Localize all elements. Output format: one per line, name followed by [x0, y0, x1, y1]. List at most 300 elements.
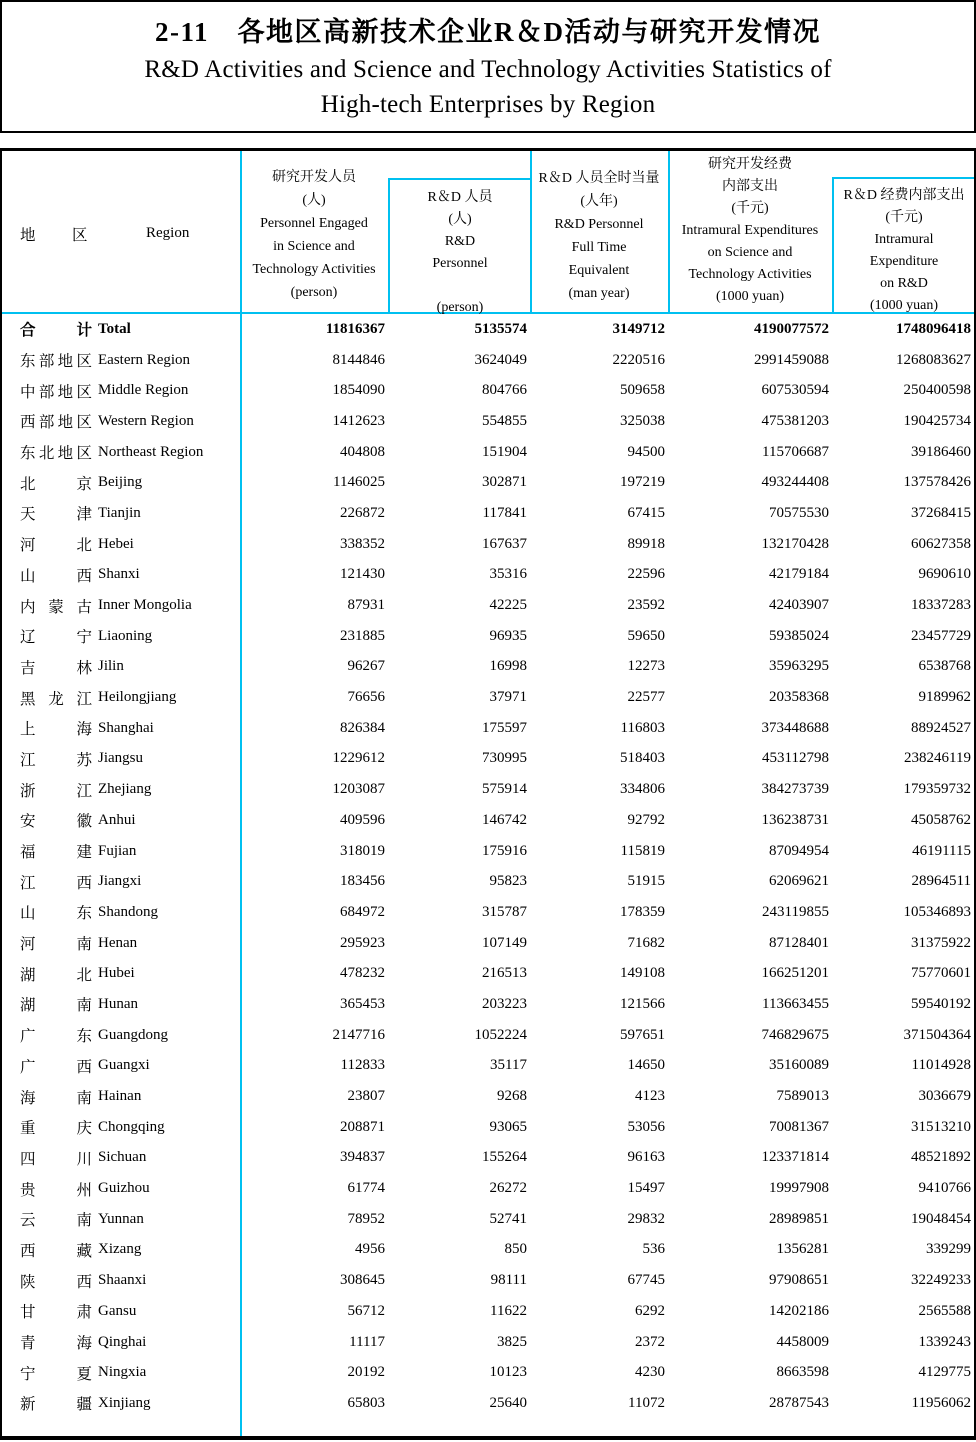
cell-value: 308645 — [340, 1272, 385, 1289]
cell-value: 338352 — [340, 535, 385, 552]
cell-value: 31375922 — [911, 934, 971, 951]
cell-value: 121566 — [620, 995, 665, 1012]
table-row — [2, 1051, 974, 1082]
cell-value: 11956062 — [911, 1394, 971, 1411]
region-name-cn-char: 浙 — [20, 782, 36, 800]
region-name-cn — [20, 928, 92, 959]
header-line: 研究开发人员 — [272, 170, 356, 185]
region-name-cn-char: 新 — [20, 1396, 36, 1414]
cell-value: 1052224 — [474, 1026, 527, 1043]
cell-value: 231885 — [340, 627, 385, 644]
cell-value: 2565588 — [918, 1302, 971, 1319]
cell-value: 243119855 — [762, 903, 829, 920]
cell-value: 136238731 — [761, 811, 829, 828]
region-name-cn — [20, 1388, 92, 1419]
table-body — [2, 314, 974, 1419]
region-name-en: Tianjin — [98, 504, 141, 521]
region-name-cn-char: 北 — [76, 966, 92, 984]
header-line — [390, 275, 530, 297]
header-line: (person) — [436, 300, 484, 315]
region-name-cn — [20, 836, 92, 867]
cell-value: 37971 — [489, 689, 527, 706]
cell-value: 78952 — [347, 1210, 385, 1227]
region-cell — [2, 621, 240, 652]
region-cell — [2, 314, 240, 345]
region-name-cn-char: 辽 — [20, 629, 36, 647]
region-name-en: Inner Mongolia — [98, 597, 192, 614]
cell-value: 146742 — [482, 811, 527, 828]
cell-value: 8144846 — [332, 351, 385, 368]
cell-value: 98111 — [490, 1272, 527, 1289]
cell-value: 26272 — [489, 1180, 527, 1197]
cell-value: 37268415 — [911, 504, 971, 521]
region-name-en: Sichuan — [98, 1149, 147, 1166]
cell-value: 89918 — [627, 535, 665, 552]
cell-value: 115706687 — [762, 443, 829, 460]
cell-value: 318019 — [340, 842, 385, 859]
header-line: R＆D 人员全时当量 — [538, 171, 660, 186]
region-name-cn-char: 龙 — [48, 690, 64, 708]
cell-value: 334806 — [620, 781, 665, 798]
region-cell — [2, 989, 240, 1020]
cell-value: 2991459088 — [754, 351, 829, 368]
header-line: Personnel — [432, 256, 488, 271]
region-name-cn-char: 西 — [20, 414, 36, 432]
region-name-cn-char: 徽 — [76, 813, 92, 831]
region-name-cn-char: 北 — [20, 475, 36, 493]
region-name-cn-char: 建 — [76, 844, 92, 862]
cell-value: 190425734 — [903, 412, 971, 429]
region-name-cn-char: 海 — [76, 1335, 92, 1353]
cell-value: 3825 — [497, 1333, 527, 1350]
cell-value: 93065 — [489, 1118, 527, 1135]
region-name-cn-char: 津 — [76, 506, 92, 524]
region-name-cn — [20, 866, 92, 897]
column-header-rd-personnel — [390, 178, 530, 315]
table-row — [2, 958, 974, 989]
table-row — [2, 682, 974, 713]
cell-value: 478232 — [340, 965, 385, 982]
cell-value: 52741 — [489, 1210, 527, 1227]
cell-value: 8663598 — [776, 1364, 829, 1381]
region-cell — [2, 774, 240, 805]
cell-value: 35316 — [489, 566, 527, 583]
header-line: (man year) — [568, 286, 630, 301]
region-name-cn — [20, 406, 92, 437]
region-name-cn — [20, 345, 92, 376]
header-line: on Science and — [707, 245, 793, 260]
table-row — [2, 529, 974, 560]
table-row — [2, 652, 974, 683]
table-row — [2, 866, 974, 897]
region-name-cn-char: 部 — [38, 353, 55, 371]
cell-value: 339299 — [926, 1241, 971, 1258]
region-name-en: Gansu — [98, 1302, 137, 1319]
cell-value: 19997908 — [769, 1180, 829, 1197]
cell-value: 56712 — [347, 1302, 385, 1319]
cell-value: 42403907 — [769, 597, 829, 614]
region-name-cn-char: 河 — [20, 936, 36, 954]
header-line: (人) — [448, 212, 472, 227]
cell-value: 826384 — [340, 719, 385, 736]
region-cell — [2, 1020, 240, 1051]
region-name-en: Total — [98, 320, 131, 337]
region-name-en: Heilongjiang — [98, 689, 177, 706]
region-name-cn — [20, 1296, 92, 1327]
region-name-cn-char: 南 — [76, 1089, 92, 1107]
cell-value: 730995 — [482, 750, 527, 767]
header-line: R&D Personnel — [554, 217, 644, 232]
cell-value: 238246119 — [904, 750, 971, 767]
region-name-cn-char: 天 — [20, 506, 36, 524]
region-name-cn-char: 上 — [20, 721, 36, 739]
cell-value: 226872 — [340, 504, 385, 521]
table-row — [2, 805, 974, 836]
region-name-en: Jiangsu — [98, 750, 143, 767]
region-name-en: Shanghai — [98, 719, 154, 736]
cell-value: 175916 — [482, 842, 527, 859]
region-name-cn — [20, 1112, 92, 1143]
cell-value: 65803 — [347, 1394, 385, 1411]
table-row — [2, 836, 974, 867]
region-name-cn-char: 湖 — [20, 966, 36, 984]
cell-value: 15497 — [627, 1180, 665, 1197]
cell-value: 88924527 — [911, 719, 971, 736]
cell-value: 4230 — [635, 1364, 665, 1381]
header-line: R＆D 人员 — [427, 190, 493, 205]
header-line: Expenditure — [869, 254, 939, 269]
cell-value: 4458009 — [776, 1333, 829, 1350]
region-name-cn-char: 南 — [76, 1212, 92, 1230]
region-name-cn — [20, 1051, 92, 1082]
region-name-cn-char: 京 — [76, 475, 92, 493]
cell-value: 151904 — [482, 443, 527, 460]
table-row — [2, 897, 974, 928]
region-cell — [2, 1051, 240, 1082]
cell-value: 32249233 — [911, 1272, 971, 1289]
cell-value: 166251201 — [761, 965, 829, 982]
region-cell — [2, 1112, 240, 1143]
region-name-cn-char: 江 — [76, 782, 92, 800]
region-cell — [2, 682, 240, 713]
region-name-cn-char: 区 — [76, 353, 92, 371]
cell-value: 1854090 — [332, 382, 385, 399]
cell-value: 95823 — [489, 873, 527, 890]
region-name-en: Jiangxi — [98, 873, 142, 890]
region-name-cn-char: 海 — [20, 1089, 36, 1107]
header-line: Technology Activities — [688, 267, 812, 282]
cell-value: 11117 — [349, 1333, 385, 1350]
table-row — [2, 774, 974, 805]
header-line: 内部支出 — [722, 179, 778, 194]
region-cell — [2, 713, 240, 744]
cell-value: 60627358 — [911, 535, 971, 552]
region-name-cn-char: 贵 — [20, 1181, 36, 1199]
region-name-cn-char: 藏 — [76, 1242, 92, 1260]
region-name-cn-char: 西 — [76, 1273, 92, 1291]
cell-value: 453112798 — [762, 750, 829, 767]
region-cell — [2, 836, 240, 867]
cell-value: 404808 — [340, 443, 385, 460]
cell-value: 22596 — [627, 566, 665, 583]
cell-value: 2147716 — [332, 1026, 385, 1043]
cell-value: 475381203 — [761, 412, 829, 429]
cell-value: 61774 — [347, 1180, 385, 1197]
cell-value: 28989851 — [769, 1210, 829, 1227]
cell-value: 11622 — [490, 1302, 527, 1319]
cell-value: 493244408 — [761, 474, 829, 491]
cell-value: 1146025 — [333, 474, 385, 491]
cell-value: 96935 — [489, 627, 527, 644]
region-name-cn-char: 地 — [57, 383, 74, 401]
region-name-cn-char: 福 — [20, 844, 36, 862]
cell-value: 116803 — [620, 719, 665, 736]
cell-value: 59385024 — [769, 627, 829, 644]
region-name-en: Qinghai — [98, 1333, 147, 1350]
region-name-cn-char: 地 — [57, 414, 74, 432]
cell-value: 18337283 — [911, 597, 971, 614]
region-name-cn-char: 江 — [76, 690, 92, 708]
cell-value: 28787543 — [769, 1394, 829, 1411]
region-name-en: Northeast Region — [98, 443, 204, 460]
cell-value: 203223 — [482, 995, 527, 1012]
cell-value: 208871 — [340, 1118, 385, 1135]
region-name-cn-char: 宁 — [76, 629, 92, 647]
region-name-en: Guangdong — [98, 1026, 168, 1043]
header-line: R＆D 经费内部支出 — [843, 188, 965, 203]
region-name-cn-char: 部 — [38, 383, 55, 401]
region-name-cn-char: 甘 — [20, 1304, 36, 1322]
cell-value: 31513210 — [911, 1118, 971, 1135]
region-name-cn — [20, 652, 92, 683]
cell-value: 87128401 — [769, 934, 829, 951]
region-name-cn — [20, 621, 92, 652]
cell-value: 11014928 — [911, 1057, 971, 1074]
cell-value: 48521892 — [911, 1149, 971, 1166]
cell-value: 9189962 — [918, 689, 971, 706]
cell-value: 6292 — [635, 1302, 665, 1319]
region-name-cn-char: 川 — [76, 1150, 92, 1168]
cell-value: 373448688 — [761, 719, 829, 736]
cell-value: 75770601 — [911, 965, 971, 982]
cell-value: 12273 — [627, 658, 665, 675]
header-line: 研究开发经费 — [708, 157, 792, 172]
region-name-cn — [20, 958, 92, 989]
cell-value: 394837 — [340, 1149, 385, 1166]
table-row — [2, 989, 974, 1020]
region-name-cn — [20, 989, 92, 1020]
region-name-cn-char: 江 — [20, 874, 36, 892]
cell-value: 3036679 — [918, 1088, 971, 1105]
cell-value: 42225 — [489, 597, 527, 614]
header-line: Intramural — [874, 232, 934, 247]
region-cell — [2, 1081, 240, 1112]
cell-value: 29832 — [627, 1210, 665, 1227]
region-name-cn-char: 计 — [76, 322, 92, 340]
table-row — [2, 590, 974, 621]
region-cell — [2, 1173, 240, 1204]
cell-value: 16998 — [489, 658, 527, 675]
region-name-cn — [20, 1081, 92, 1112]
cell-value: 175597 — [482, 719, 527, 736]
region-name-en: Yunnan — [98, 1210, 144, 1227]
region-name-cn — [20, 1265, 92, 1296]
cell-value: 46191115 — [912, 842, 971, 859]
cell-value: 62069621 — [769, 873, 829, 890]
region-name-cn-char: 疆 — [76, 1396, 92, 1414]
table-title-block — [0, 0, 976, 133]
cell-value: 23457729 — [911, 627, 971, 644]
cell-value: 1203087 — [332, 781, 385, 798]
region-name-en: Fujian — [98, 842, 137, 859]
table-row — [2, 1265, 974, 1296]
cell-value: 121430 — [340, 566, 385, 583]
region-cell — [2, 375, 240, 406]
cell-value: 70575530 — [769, 504, 829, 521]
region-name-cn-char: 青 — [20, 1335, 36, 1353]
table-row — [2, 1327, 974, 1358]
cell-value: 97908651 — [769, 1272, 829, 1289]
region-name-en: Western Region — [98, 412, 194, 429]
table-row — [2, 1357, 974, 1388]
table-row — [2, 1143, 974, 1174]
table-row — [2, 1112, 974, 1143]
region-name-cn-char: 安 — [20, 813, 36, 831]
region-cell — [2, 652, 240, 683]
table-row — [2, 928, 974, 959]
header-line: in Science and — [273, 239, 355, 254]
region-cell — [2, 1357, 240, 1388]
region-name-cn-char: 东 — [20, 445, 36, 463]
cell-value: 167637 — [482, 535, 527, 552]
region-name-cn — [20, 744, 92, 775]
cell-value: 35160089 — [769, 1057, 829, 1074]
table-row — [2, 1020, 974, 1051]
cell-value: 137578426 — [903, 474, 971, 491]
region-name-cn-char: 西 — [76, 567, 92, 585]
table-row — [2, 498, 974, 529]
table-row — [2, 375, 974, 406]
region-name-cn — [20, 314, 92, 345]
table-row — [2, 1235, 974, 1266]
region-name-cn-char: 吉 — [20, 659, 36, 677]
table-row — [2, 467, 974, 498]
region-name-cn-char: 合 — [20, 322, 36, 340]
region-name-cn-char: 云 — [20, 1212, 36, 1230]
region-name-cn-char: 林 — [76, 659, 92, 677]
region-name-en: Ningxia — [98, 1364, 147, 1381]
cell-value: 554855 — [482, 412, 527, 429]
cell-value: 325038 — [620, 412, 665, 429]
cell-value: 23807 — [347, 1088, 385, 1105]
cell-value: 107149 — [482, 934, 527, 951]
region-name-cn-char: 地 — [57, 445, 74, 463]
cell-value: 20358368 — [769, 689, 829, 706]
region-cell — [2, 928, 240, 959]
region-name-cn-char: 山 — [20, 905, 36, 923]
header-line: (1000 yuan) — [715, 289, 785, 304]
cell-value: 14202186 — [769, 1302, 829, 1319]
region-name-en: Shaanxi — [98, 1272, 147, 1289]
cell-value: 4129775 — [918, 1364, 971, 1381]
table-row — [2, 1081, 974, 1112]
region-name-cn-char: 东 — [76, 905, 92, 923]
cell-value: 302871 — [482, 474, 527, 491]
cell-value: 117841 — [482, 504, 527, 521]
region-name-en: Henan — [98, 934, 138, 951]
cell-value: 1356281 — [776, 1241, 829, 1258]
region-cell — [2, 866, 240, 897]
cell-value: 804766 — [482, 382, 527, 399]
region-name-cn-char: 黑 — [20, 690, 36, 708]
region-name-cn-char: 东 — [76, 1028, 92, 1046]
cell-value: 25640 — [489, 1394, 527, 1411]
cell-value: 10123 — [489, 1364, 527, 1381]
region-name-cn — [20, 560, 92, 591]
cell-value: 70081367 — [769, 1118, 829, 1135]
cell-value: 155264 — [482, 1149, 527, 1166]
region-name-en: Guangxi — [98, 1057, 150, 1074]
region-name-cn-char: 广 — [20, 1058, 36, 1076]
region-cell — [2, 345, 240, 376]
header-line: Equivalent — [568, 263, 630, 278]
region-name-cn — [20, 713, 92, 744]
cell-value: 51915 — [627, 873, 665, 890]
cell-value: 183456 — [340, 873, 385, 890]
cell-value: 20192 — [347, 1364, 385, 1381]
cell-value: 94500 — [627, 443, 665, 460]
region-cell — [2, 805, 240, 836]
cell-value: 35117 — [490, 1057, 527, 1074]
cell-value: 2220516 — [612, 351, 665, 368]
region-cell — [2, 1296, 240, 1327]
cell-value: 9690610 — [918, 566, 971, 583]
cell-value: 23592 — [627, 597, 665, 614]
region-name-en: Hubei — [98, 965, 135, 982]
table-row — [2, 1173, 974, 1204]
region-name-cn-char: 重 — [20, 1120, 36, 1138]
region-name-cn — [20, 1173, 92, 1204]
header-line: (person) — [290, 285, 338, 300]
cell-value: 1339243 — [918, 1333, 971, 1350]
region-name-cn-char: 江 — [20, 751, 36, 769]
cell-value: 1268083627 — [896, 351, 971, 368]
header-line: Full Time — [571, 240, 627, 255]
cell-value: 295923 — [340, 934, 385, 951]
cell-value: 3149712 — [612, 320, 665, 337]
region-name-cn — [20, 1327, 92, 1358]
cell-value: 315787 — [482, 903, 527, 920]
header-line: (人年) — [580, 194, 618, 209]
region-cell — [2, 1265, 240, 1296]
table-title-en-line2: High-tech Enterprises by Region — [320, 91, 656, 118]
region-header-cn-char1: 地 — [20, 227, 36, 244]
cell-value: 250400598 — [903, 382, 971, 399]
region-name-cn-char: 西 — [20, 1242, 36, 1260]
cell-value: 123371814 — [761, 1149, 829, 1166]
header-line: (1000 yuan) — [869, 298, 939, 313]
region-name-cn-char: 区 — [76, 383, 92, 401]
table-row — [2, 1388, 974, 1419]
region-name-cn-char: 北 — [76, 537, 92, 555]
region-name-cn-char: 西 — [76, 1058, 92, 1076]
region-name-cn-char: 南 — [76, 936, 92, 954]
cell-value: 216513 — [482, 965, 527, 982]
header-line: (千元) — [731, 201, 769, 216]
region-cell — [2, 529, 240, 560]
cell-value: 850 — [504, 1241, 527, 1258]
cell-value: 132170428 — [761, 535, 829, 552]
